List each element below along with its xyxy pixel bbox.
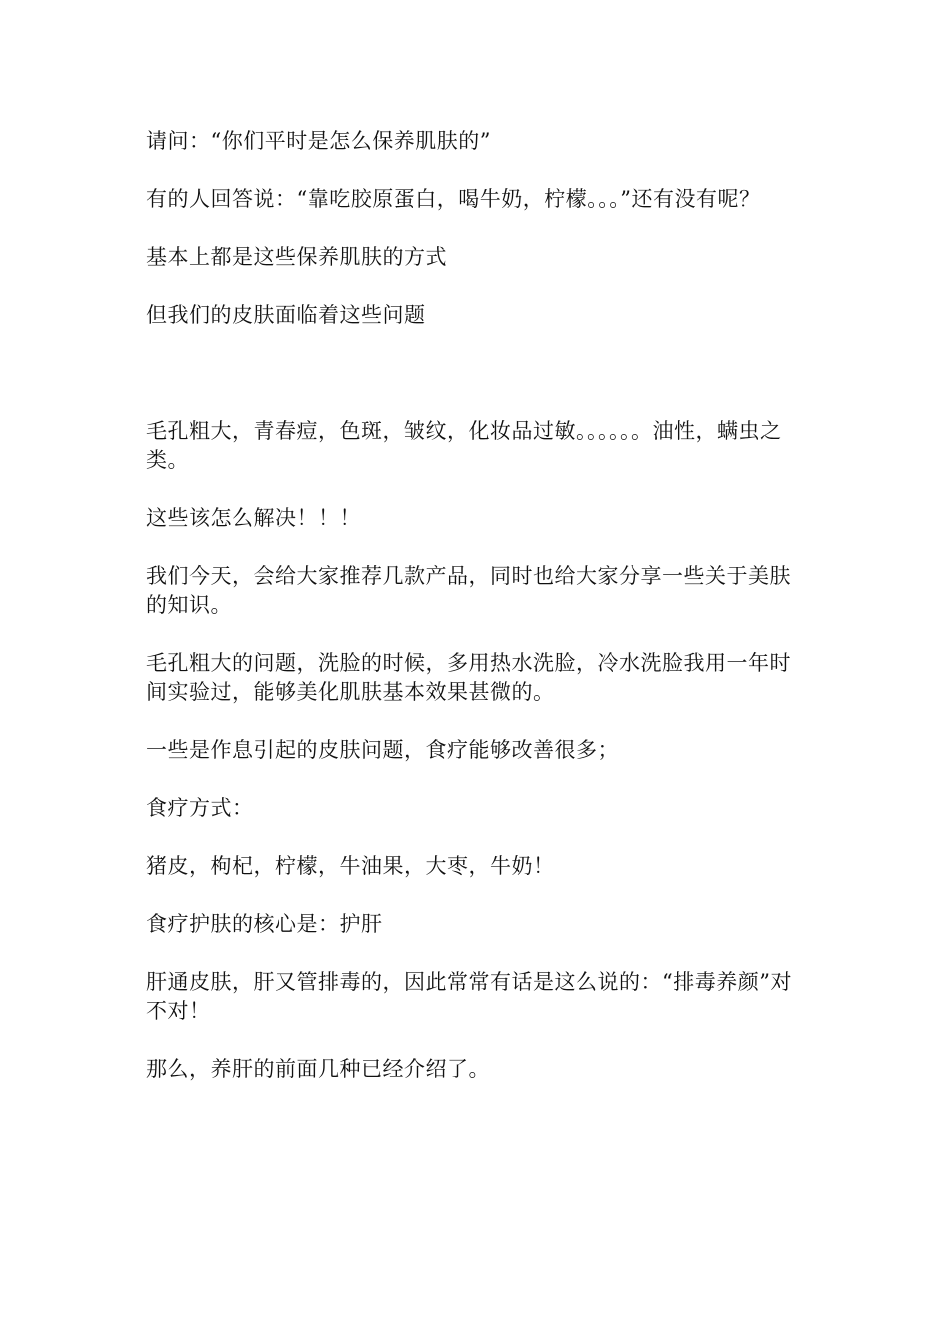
paragraph-pores: 毛孔粗大的问题，洗脸的时候，多用热水洗脸，冷水洗脸我用一年时间实验过，能够美化肌肤基本效果甚微的。	[146, 651, 791, 704]
paragraph-routine: 一些是作息引起的皮肤问题，食疗能够改善很多；	[146, 738, 619, 762]
paragraph-methods: 基本上都是这些保养肌肤的方式	[146, 245, 447, 269]
paragraph-diet-core: 食疗护肤的核心是：护肝	[146, 912, 383, 936]
paragraph-conclusion: 那么，养肝的前面几种已经介绍了。	[146, 1057, 490, 1081]
paragraph-answer: 有的人回答说：“靠吃胶原蛋白，喝牛奶，柠檬。。。”还有没有呢？	[146, 187, 761, 211]
paragraph-liver: 肝通皮肤，肝又管排毒的，因此常常有话是这么说的：“排毒养颜”对不对！	[146, 970, 792, 1023]
paragraph-recommend: 我们今天，会给大家推荐几款产品，同时也给大家分享一些关于美肤的知识。	[146, 564, 791, 617]
paragraph-problems-list: 毛孔粗大，青春痘，色斑，皱纹，化妆品过敏。。。。。。油性，螨虫之类。	[146, 419, 782, 472]
paragraph-how-to-solve: 这些该怎么解决！！！	[146, 506, 361, 530]
paragraph-problems-intro: 但我们的皮肤面临着这些问题	[146, 303, 426, 327]
document-body	[146, 127, 796, 1113]
paragraph-question: 请问：“你们平时是怎么保养肌肤的”	[146, 129, 491, 153]
paragraph-diet-heading: 食疗方式：	[146, 796, 254, 820]
paragraph-diet-foods: 猪皮，枸杞，柠檬，牛油果，大枣，牛奶！	[146, 854, 555, 878]
